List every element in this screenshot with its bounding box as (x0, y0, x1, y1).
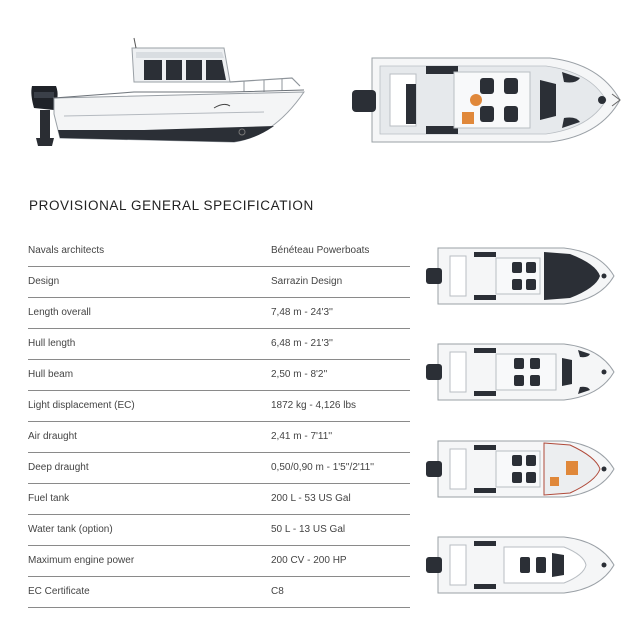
spec-label: EC Certificate (28, 586, 90, 597)
layout-plan-3 (424, 437, 616, 501)
spec-value: Bénéteau Powerboats (271, 245, 370, 256)
outboard-engine-icon (31, 86, 57, 146)
spec-value: 1872 kg - 4,126 lbs (271, 400, 357, 411)
spec-label: Light displacement (EC) (28, 400, 135, 411)
spec-value: Sarrazin Design (271, 276, 343, 287)
spec-label: Deep draught (28, 462, 89, 473)
spec-row (28, 391, 410, 422)
spec-row (28, 236, 410, 267)
spec-row (28, 577, 410, 608)
spec-row (28, 422, 410, 453)
spec-value: 200 CV - 200 HP (271, 555, 347, 566)
spec-value: 6,48 m - 21'3'' (271, 338, 333, 349)
spec-title: PROVISIONAL GENERAL SPECIFICATION (29, 198, 314, 213)
spec-row (28, 329, 410, 360)
spec-label: Maximum engine power (28, 555, 135, 566)
spec-label: Design (28, 276, 60, 287)
layout-plan-4 (424, 533, 616, 597)
spec-row (28, 360, 410, 391)
spec-row (28, 267, 410, 298)
spec-value: 200 L - 53 US Gal (271, 493, 351, 504)
spec-value: 7,48 m - 24'3'' (271, 307, 333, 318)
outboard-engine-icon (352, 90, 376, 112)
spec-label: Air draught (28, 431, 77, 442)
spec-value: 2,41 m - 7'11'' (271, 431, 333, 442)
spec-label: Water tank (option) (28, 524, 113, 535)
spec-value: C8 (271, 586, 284, 597)
spec-label: Length overall (28, 307, 91, 318)
layout-plan-2 (424, 340, 616, 404)
spec-value: 2,50 m - 8'2'' (271, 369, 328, 380)
spec-value: 50 L - 13 US Gal (271, 524, 346, 535)
spec-row (28, 515, 410, 546)
spec-table (28, 236, 410, 608)
boat-side-view (24, 34, 324, 156)
boat-top-view (350, 50, 625, 150)
spec-value: 0,50/0,90 m - 1'5''/2'11'' (271, 462, 374, 473)
spec-row (28, 453, 410, 484)
layout-plan-1 (424, 244, 616, 308)
spec-label: Fuel tank (28, 493, 70, 504)
spec-label: Hull length (28, 338, 76, 349)
spec-label: Hull beam (28, 369, 74, 380)
spec-row (28, 546, 410, 577)
spec-row (28, 484, 410, 515)
spec-label: Navals architects (28, 245, 105, 256)
spec-row (28, 298, 410, 329)
